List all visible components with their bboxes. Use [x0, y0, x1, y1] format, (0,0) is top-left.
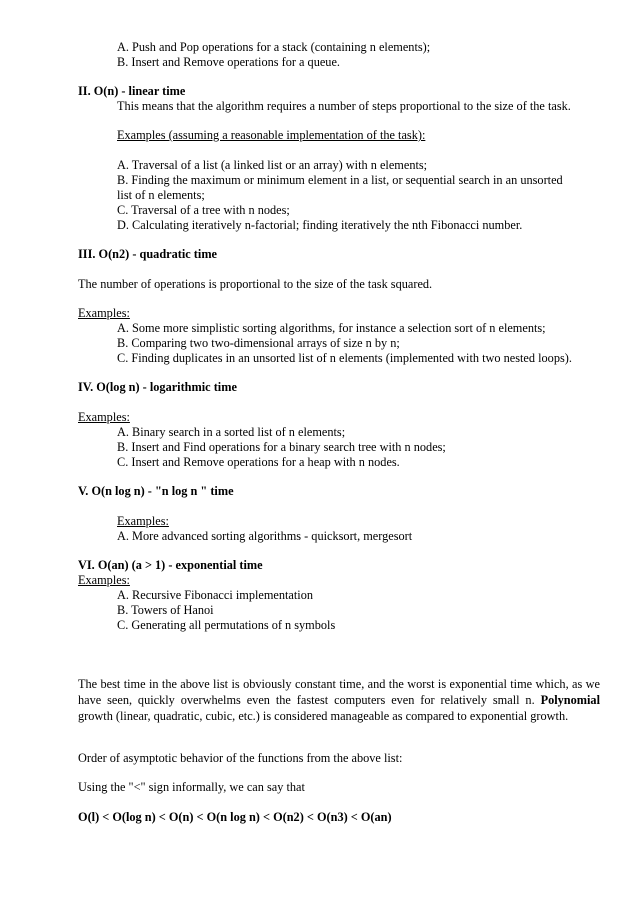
- linear-heading: II. O(n) - linear time: [78, 84, 186, 98]
- complexity-order: O(l) < O(log n) < O(n) < O(n log n) < O(n2) < O(n3) < O(an): [78, 810, 392, 824]
- quadratic-example-c: C. Finding duplicates in an unsorted list of n elements (implemented with two nested loops).: [117, 351, 572, 365]
- linear-example-b-line2: list of n elements;: [117, 188, 205, 202]
- logarithmic-example-a: A. Binary search in a sorted list of n elements;: [117, 425, 346, 439]
- quadratic-description: The number of operations is proportional to the size of the task squared.: [78, 277, 433, 291]
- logarithmic-heading: IV. O(log n) - logarithmic time: [78, 380, 237, 394]
- constant-example-a: A. Push and Pop operations for a stack (containing n elements);: [117, 40, 431, 54]
- informal-sign-line: Using the "<" sign informally, we can say that: [78, 780, 305, 794]
- linear-example-c: C. Traversal of a tree with n nodes;: [117, 203, 290, 217]
- logarithmic-example-c: C. Insert and Remove operations for a heap with n nodes.: [117, 455, 400, 469]
- exponential-examples-label: Examples:: [78, 573, 130, 587]
- summary-text-end: growth (linear, quadratic, cubic, etc.) is considered manageable as compared to exponential growth.: [78, 708, 569, 723]
- exponential-example-c: C. Generating all permutations of n symbols: [117, 618, 336, 632]
- linear-description: This means that the algorithm requires a number of steps proportional to the size of the task.: [117, 99, 571, 113]
- linear-example-a: A. Traversal of a list (a linked list or an array) with n elements;: [117, 158, 428, 172]
- nlogn-heading: V. O(n log n) - "n log n " time: [78, 484, 234, 498]
- summary-paragraph: [78, 677, 600, 725]
- exponential-example-b: B. Towers of Hanoi: [117, 603, 214, 617]
- quadratic-example-a: A. Some more simplistic sorting algorithms, for instance a selection sort of n elements;: [117, 321, 546, 335]
- linear-examples-label: Examples (assuming a reasonable implementation of the task):: [117, 128, 426, 142]
- quadratic-examples-label: Examples:: [78, 306, 130, 320]
- nlogn-example-a: A. More advanced sorting algorithms - quicksort, mergesort: [117, 529, 413, 543]
- constant-example-b: B. Insert and Remove operations for a queue.: [117, 55, 340, 69]
- quadratic-example-b: B. Comparing two two-dimensional arrays of size n by n;: [117, 336, 400, 350]
- quadratic-heading: III. O(n2) - quadratic time: [78, 247, 218, 261]
- polynomial-term: Polynomial: [540, 692, 600, 707]
- exponential-example-a: A. Recursive Fibonacci implementation: [117, 588, 314, 602]
- nlogn-examples-label: Examples:: [117, 514, 169, 528]
- linear-example-b-line1: B. Finding the maximum or minimum element in a list, or sequential search in an unsorted: [117, 173, 563, 187]
- exponential-heading: VI. O(an) (a > 1) - exponential time: [78, 558, 263, 572]
- logarithmic-examples-label: Examples:: [78, 410, 130, 424]
- order-intro: Order of asymptotic behavior of the functions from the above list:: [78, 751, 403, 765]
- linear-example-d: D. Calculating iteratively n-factorial; finding iteratively the nth Fibonacci number.: [117, 218, 523, 232]
- logarithmic-example-b: B. Insert and Find operations for a binary search tree with n nodes;: [117, 440, 446, 454]
- summary-text-start: The best time in the above list is obviously constant time, and the worst is exponential time which, as we have seen, quickly overwhelms even the fastest computers even for relatively small n.: [78, 677, 600, 707]
